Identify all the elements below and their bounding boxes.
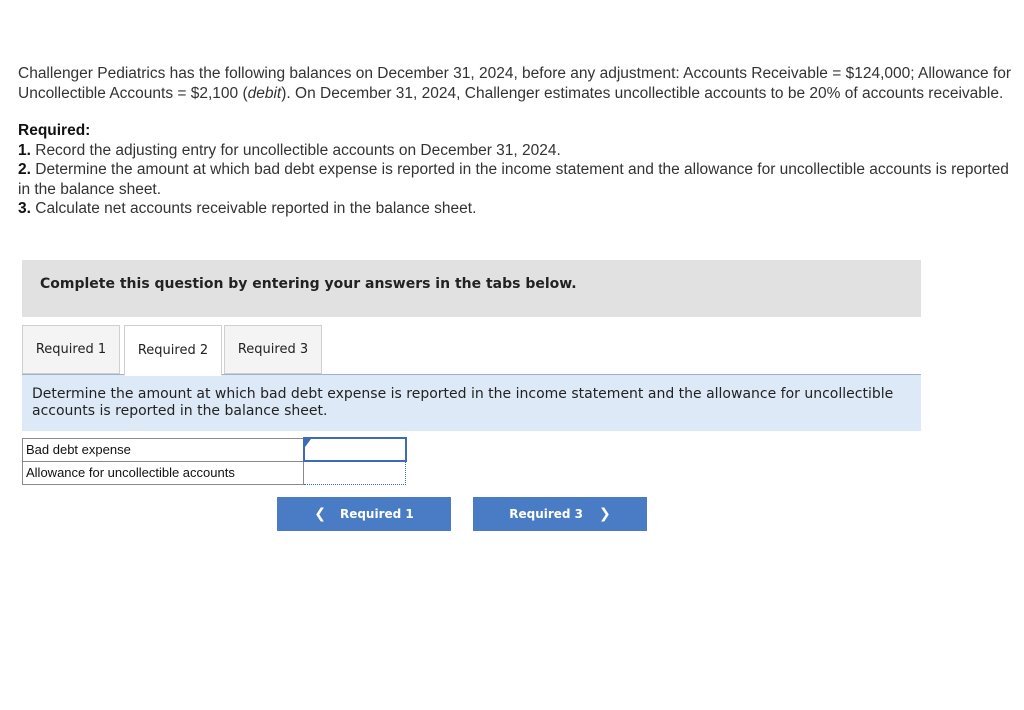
required-heading: Required: <box>18 122 91 139</box>
allowance-input[interactable] <box>304 462 405 484</box>
problem-statement <box>18 64 1013 219</box>
allowance-label: Allowance for uncollectible accounts <box>23 461 304 484</box>
requirement-1: 1. Record the adjusting entry for uncollectible accounts on December 31, 2024. <box>18 141 561 159</box>
tab-required-3[interactable]: Required 3 <box>224 325 322 374</box>
tab-required-2[interactable]: Required 2 <box>124 325 222 376</box>
prompt-panel <box>22 375 921 431</box>
tab-required-1[interactable]: Required 1 <box>22 325 120 374</box>
instruction-text: Complete this question by entering your answers in the tabs below. <box>40 276 577 292</box>
allowance-cell[interactable] <box>304 461 406 484</box>
next-tab-label: Required 3 <box>509 507 584 521</box>
previous-tab-label: Required 1 <box>339 507 414 521</box>
table-row <box>23 461 406 484</box>
previous-tab-button[interactable] <box>277 497 451 531</box>
chevron-right-icon: ❯ <box>599 506 611 522</box>
bad-debt-expense-input[interactable] <box>305 439 405 460</box>
answer-table <box>22 437 407 485</box>
requirement-3: 3. Calculate net accounts receivable reported in the balance sheet. <box>18 200 477 217</box>
bad-debt-expense-label: Bad debt expense <box>23 438 304 461</box>
problem-intro: Challenger Pediatrics has the following balances on December 31, 2024, before any adjustment: Accounts Receivable = $124,000; Allowance for Uncollectible Accounts = $2,100 (debit). On December 31, 2024, Challenger estimates uncollectible accounts to be 20% of accounts receivable. <box>18 65 1012 102</box>
prompt-text: Determine the amount at which bad debt expense is reported in the income statement and the allowance for uncollectible accounts is reported in the balance sheet. <box>32 386 894 419</box>
requirement-2: 2. Determine the amount at which bad debt expense is reported in the income statement and the allowance for uncollectible accounts is reported in the balance sheet. <box>18 161 1009 198</box>
next-tab-button[interactable] <box>473 497 647 531</box>
instruction-banner <box>22 260 921 317</box>
table-row <box>23 438 406 461</box>
bad-debt-expense-cell[interactable] <box>304 438 406 461</box>
chevron-left-icon: ❮ <box>314 506 326 522</box>
